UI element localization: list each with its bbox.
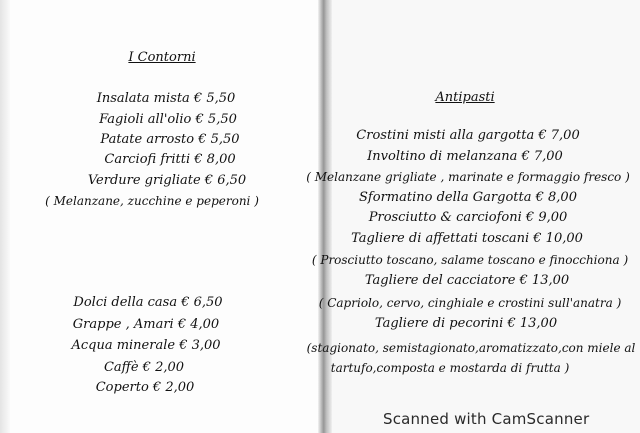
menu-item: Caffè € 2,00 <box>103 360 185 375</box>
menu-item: Crostini misti alla gargotta € 7,00 <box>356 128 580 143</box>
menu-item: Fagioli all'olio € 5,50 <box>99 112 237 127</box>
menu-item-description: ( Melanzane grigliate , marinate e formaggio fresco ) <box>306 170 630 184</box>
menu-item: Sformatino della Gargotta € 8,00 <box>359 190 577 205</box>
antipasti-heading: Antipasti <box>435 90 495 105</box>
scan-left-edge <box>0 0 10 433</box>
scanner-watermark: Scanned with CamScanner <box>383 410 590 428</box>
menu-item-description: ( Melanzane, zucchine e peperoni ) <box>45 194 259 208</box>
menu-item: Involtino di melanzana € 7,00 <box>367 149 563 164</box>
menu-item: Tagliere di pecorini € 13,00 <box>374 316 558 331</box>
menu-item: Tagliere di affettati toscani € 10,00 <box>351 231 583 246</box>
menu-item: Carciofi fritti € 8,00 <box>104 152 236 167</box>
menu-item: Tagliere del cacciatore € 13,00 <box>364 273 570 288</box>
menu-item-description: tartufo,composta e mostarda di frutta ) <box>330 361 570 375</box>
menu-item-description: ( Capriolo, cervo, cinghiale e crostini sull'anatra ) <box>318 296 622 310</box>
menu-item-description: ( Prosciutto toscano, salame toscano e finocchiona ) <box>311 253 629 267</box>
menu-item: Grappe , Amari € 4,00 <box>72 317 220 332</box>
contorni-heading: I Contorni <box>128 50 196 65</box>
menu-item: Patate arrosto € 5,50 <box>100 132 240 147</box>
menu-item: Coperto € 2,00 <box>95 380 195 395</box>
menu-item: Verdure grigliate € 6,50 <box>87 173 247 188</box>
menu-item: Prosciutto & carciofoni € 9,00 <box>368 210 568 225</box>
menu-item: Acqua minerale € 3,00 <box>71 338 221 353</box>
menu-item-description: (stagionato, semistagionato,aromatizzato,con miele al <box>306 341 636 355</box>
menu-item: Dolci della casa € 6,50 <box>73 295 223 310</box>
menu-item: Insalata mista € 5,50 <box>96 91 236 106</box>
